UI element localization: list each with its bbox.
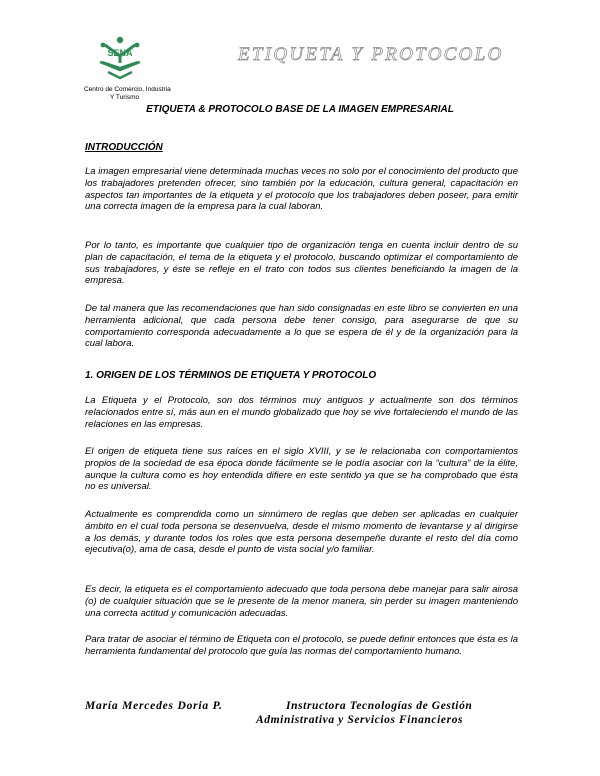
section1-paragraph-1: La Etiqueta y el Protocolo, son dos términos muy antiguos y actualmente son dos términos relacionados entre sí, más aun en el mundo globalizado que hoy se vive fortaleciendo el mundo de las relaciones en las empresas. [85,395,518,430]
intro-heading: INTRODUCCIÓN [85,142,163,153]
paragraph-2: Por lo tanto, es importante que cualquier tipo de organización tenga en cuenta incluir dentro de su plan de capacitación, el tema de la etiqueta y el protocolo, buscando optimizar el comportamiento de sus trabajadores, y éste se refleje en el trato con todos sus clientes beneficiando la imagen de la empresa. [85,240,518,287]
logo-text: SENA [107,48,133,58]
paragraph-3: De tal manera que las recomendaciones que han sido consignadas en este libro se convierten en una herramienta adicional, que cada persona debe tener consigo, para asegurarse de que su comportamiento corresponda adecuadamente a lo que se espera de él y de la organización para la cual labora. [85,303,518,350]
footer-role-line1: Instructora Tecnologías de Gestión [286,700,473,712]
section1-heading: 1. ORIGEN DE LOS TÉRMINOS DE ETIQUETA Y PROTOCOLO [85,370,377,381]
section1-paragraph-2: El origen de etiqueta tiene sus raíces en el siglo XVIII, y se le relacionaba con comportamientos propios de la sociedad de esa época donde fácilmente se le podía asociar con la “cultura” de la élite, aunque la cultura como es hoy entendida difiere en este sentido ya que se ha comprobado que ésta no es universal. [85,446,518,493]
section1-paragraph-3: Actualmente es comprendida como un sinnúmero de reglas que deben ser aplicadas en cualquier ámbito en el cual toda persona se desenvuelva, desde el mismo momento de levantarse y al dirigirse a los demás, y durante todos los roles que esta persona desempeñe durante el resto del día como ejecutiva(o), ama de casa, desde el punto de vista social y/o familiar. [85,509,518,556]
paragraph-1: La imagen empresarial viene determinada muchas veces no solo por el conocimiento del producto que los trabajadores pretenden ofrecer, sino también por la educación, cultura general, capacitación en aspectos tan importantes de la etiqueta y el protocolo que los trabajadores deben poseer, para emitir una correcta imagen de la empresa para la cual laboran. [85,166,518,213]
logo-base-stroke [94,58,146,80]
section1-paragraph-5: Para tratar de asociar el término de Etiqueta con el protocolo, se puede definir entonces que ésta es la herramienta fundamental del protocolo que guía las normas del comportamiento humano. [85,634,518,657]
footer-role-line2: Administrativa y Servicios Financieros [256,714,464,726]
center-name-line1: Centro de Comercio, Industria [84,86,171,93]
section1-paragraph-4: Es decir, la etiqueta es el comportamiento adecuado que toda persona debe manejar para salir airosa (o) de cualquier situación que se le presente de la menor manera, sin perder su imagen manteniendo una correcta actitud y comunicación adecuadas. [85,584,518,619]
document-title: ETIQUETA & PROTOCOLO BASE DE LA IMAGEN EMPRESARIAL [146,104,454,115]
center-name-line2: Y Turismo [110,94,140,101]
header-title: ETIQUETA Y PROTOCOLO [238,44,504,65]
footer-author: María Mercedes Doria P. [85,700,223,712]
